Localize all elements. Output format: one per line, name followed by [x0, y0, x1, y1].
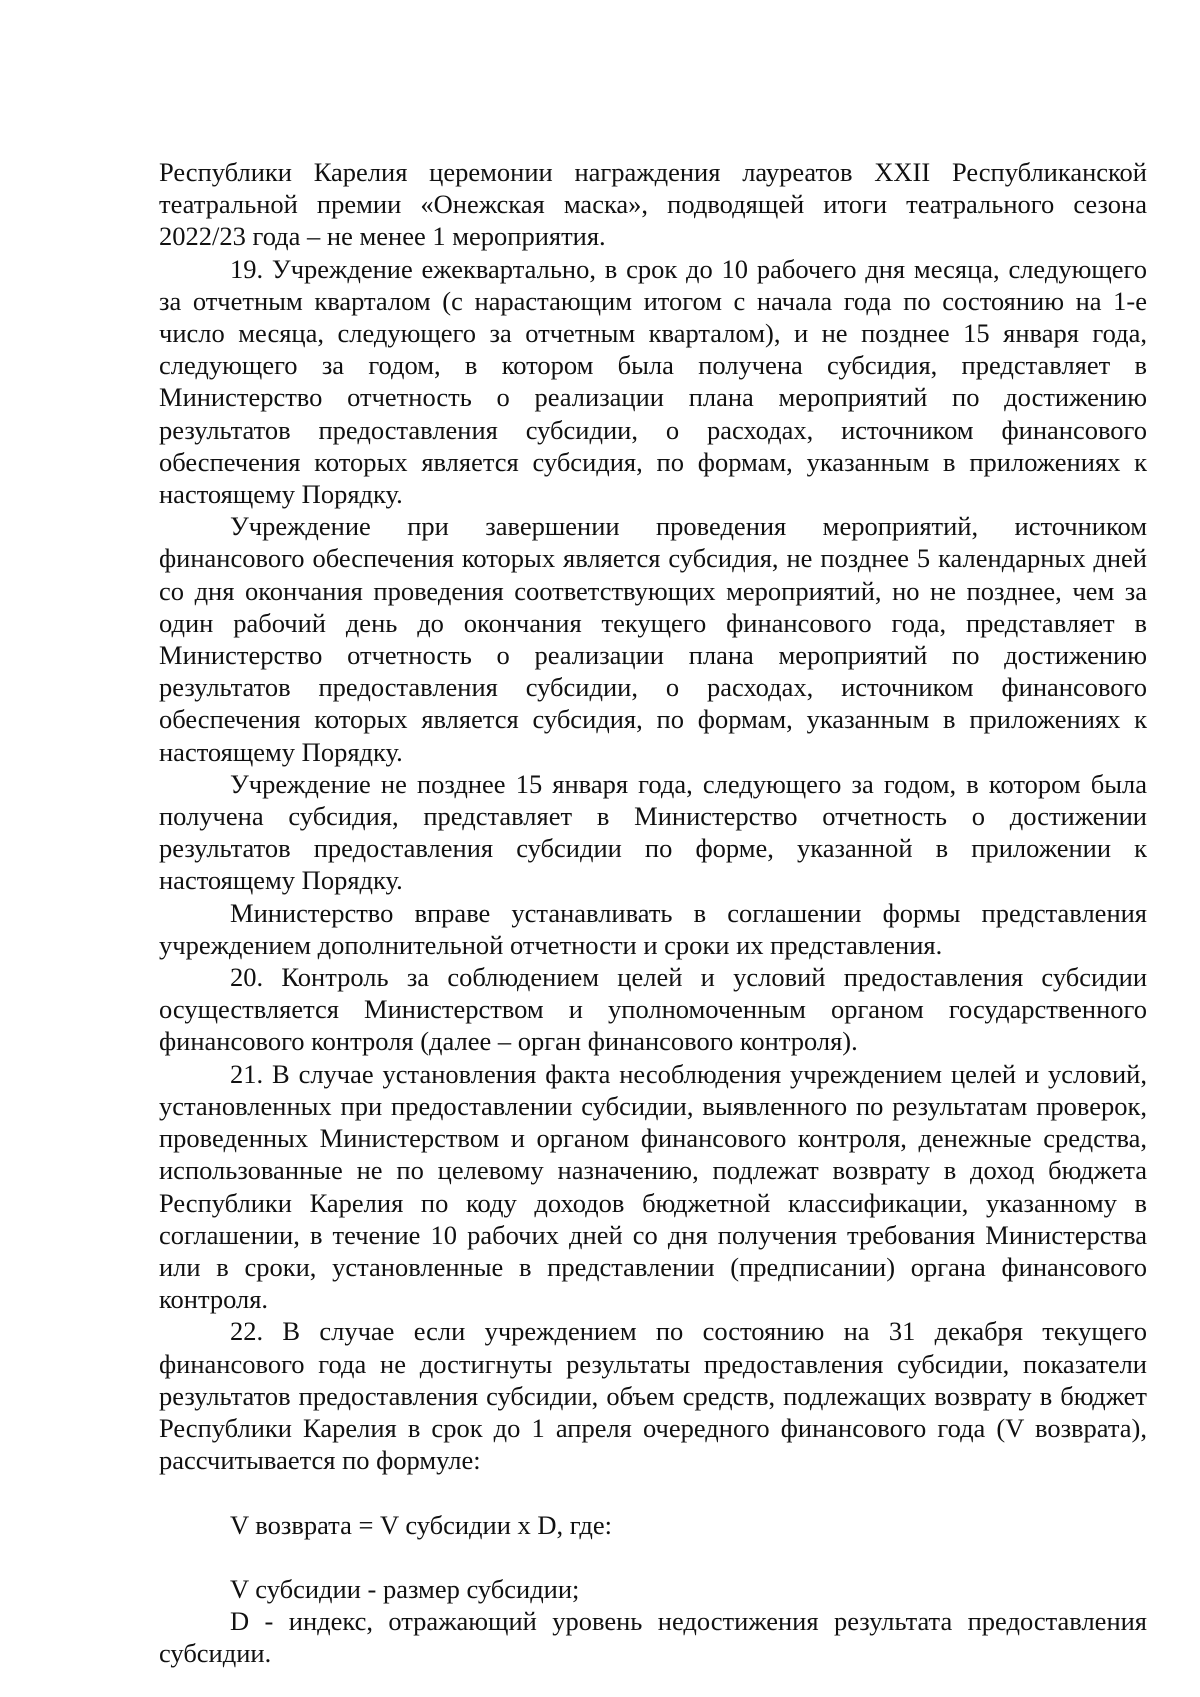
paragraph-continuation: Республики Карелия церемонии награждения лауреатов XXII Республиканской театральной премии «Онежская маска», подводящей итоги театрального сезона 2022/23 года – не менее 1 мероприятия.: [159, 157, 1147, 252]
paragraph-22: 22. В случае если учреждением по состоянию на 31 декабря текущего финансового года не достигнуты результаты предоставления субсидии, показатели результатов предоставления субсидии, объем средств, подлежащих возврату в бюджет Республики Карелия в срок до 1 апреля очередного финансового года (V возврата), рассчитывается по формуле:: [159, 1316, 1147, 1476]
paragraph-20: 20. Контроль за соблюдением целей и условий предоставления субсидии осуществляется Министерством и уполномоченным органом государственного финансового контроля (далее – орган финансового контроля).: [159, 962, 1147, 1057]
paragraph-19: 19. Учреждение ежеквартально, в срок до 10 рабочего дня месяца, следующего за отчетным кварталом (с нарастающим итогом с начала года по состоянию на 1-е число месяца, следующего за отчетным кварталом), и не позднее 15 января года, следующего за годом, в котором была получена субсидия, представляет в Министерство отчетность о реализации плана мероприятий по достижению результатов предоставления субсидии, о расходах, источником финансового обеспечения которых является субсидия, по формам, указанным в приложениях к настоящему Порядку.: [159, 253, 1147, 510]
definition-d-index: D - индекс, отражающий уровень недостижения результата предоставления субсидии.: [159, 1606, 1147, 1669]
definition-v-subsidy: V субсидии - размер субсидии;: [230, 1573, 580, 1604]
spacer: [159, 1541, 1147, 1573]
paragraph-additional-reporting: Министерство вправе устанавливать в соглашении формы представления учреждением дополнительной отчетности и сроки их представления.: [159, 897, 1147, 960]
spacer: [159, 1476, 1147, 1508]
paragraph-21: 21. В случае установления факта несоблюдения учреждением целей и условий, установленных при предоставлении субсидии, выявленного по результатам проверок, проведенных Министерством и органом финансового контроля, денежные средства, использованные не по целевому назначению, подлежат возврату в доход бюджета Республики Карелия по коду доходов бюджетной классификации, указанному в соглашении, в течение 10 рабочих дней со дня получения требования Министерства или в сроки, установленные в представлении (предписании) органа финансового контроля.: [159, 1058, 1147, 1315]
paragraph-completion-report: Учреждение при завершении проведения мероприятий, источником финансового обеспечения которых является субсидия, не позднее 5 календарных дней со дня окончания проведения соответствующих мероприятий, но не позднее, чем за один рабочий день до окончания текущего финансового года, представляет в Министерство отчетность о реализации плана мероприятий по достижению результатов предоставления субсидии, о расходах, источником финансового обеспечения которых является субсидия, по формам, указанным в приложениях к настоящему Порядку.: [159, 511, 1147, 767]
paragraph-annual-report: Учреждение не позднее 15 января года, следующего за годом, в котором была получена субсидия, представляет в Министерство отчетность о достижении результатов предоставления субсидии по форме, указанной в приложении к настоящему Порядку.: [159, 768, 1147, 896]
document-body: [159, 156, 1147, 1670]
return-formula: V возврата = V субсидии х D, где:: [230, 1509, 612, 1540]
